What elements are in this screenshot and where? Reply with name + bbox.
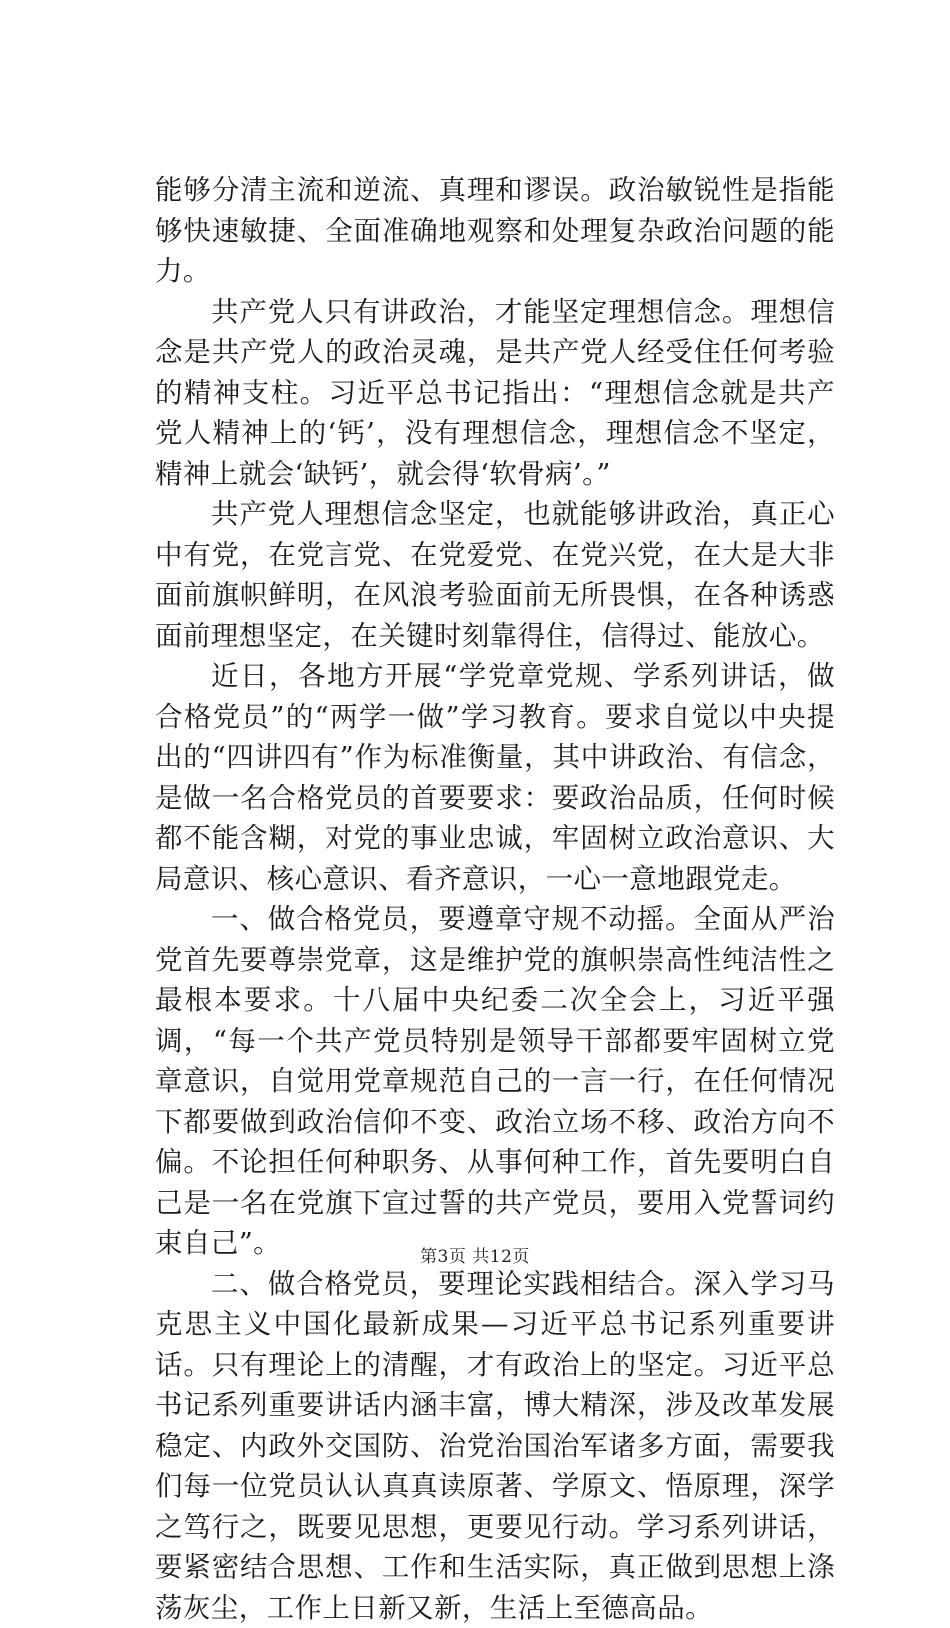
- page-number-footer: 第3页 共12页: [0, 1242, 950, 1267]
- paragraph-4: 近日，各地方开展“学党章党规、学系列讲话，做合格党员”的“两学一做”学习教育。要求自觉以中央提出的“四讲四有”作为标准衡量，其中讲政治、有信念，是做一名合格党员的首要要求：要政治品质，任何时候都不能含糊，对党的事业忠诚，牢固树立政治意识、大局意识、核心意识、看齐意识，一心一意地跟党走。: [155, 656, 835, 899]
- paragraph-2: 共产党人只有讲政治，才能坚定理想信念。理想信念是共产党人的政治灵魂，是共产党人经受住任何考验的精神支柱。习近平总书记指出：“理想信念就是共产党人精神上的‘钙’，没有理想信念，理想信念不坚定，精神上就会‘缺钙’，就会得‘软骨病’。”: [155, 292, 835, 495]
- document-body: [155, 170, 835, 1628]
- paragraph-5: 一、做合格党员，要遵章守规不动摇。全面从严治党首先要尊崇党章，这是维护党的旗帜崇高性纯洁性之最根本要求。十八届中央纪委二次全会上，习近平强调，“每一个共产党员特别是领导干部都要牢固树立党章意识，自觉用党章规范自己的一言一行，在任何情况下都要做到政治信仰不变、政治立场不移、政治方向不偏。不论担任何种职务、从事何种工作，首先要明白自己是一名在党旗下宣过誓的共产党员，要用入党誓词约束自己”。: [155, 899, 835, 1264]
- paragraph-6: 二、做合格党员，要理论实践相结合。深入学习马克思主义中国化最新成果—习近平总书记系列重要讲话。只有理论上的清醒，才有政治上的坚定。习近平总书记系列重要讲话内涵丰富，博大精深，涉及改革发展稳定、内政外交国防、治党治国治军诸多方面，需要我们每一位党员认认真真读原著、学原文、悟原理，深学之笃行之，既要见思想，更要见行动。学习系列讲话，要紧密结合思想、工作和生活实际，真正做到思想上涤荡灰尘，工作上日新又新，生活上至德高品。: [155, 1264, 835, 1628]
- paragraph-1: 能够分清主流和逆流、真理和谬误。政治敏锐性是指能够快速敏捷、全面准确地观察和处理复杂政治问题的能力。: [155, 170, 835, 292]
- paragraph-3: 共产党人理想信念坚定，也就能够讲政治，真正心中有党，在党言党、在党爱党、在党兴党，在大是大非面前旗帜鲜明，在风浪考验面前无所畏惧，在各种诱惑面前理想坚定，在关键时刻靠得住，信得过、能放心。: [155, 494, 835, 656]
